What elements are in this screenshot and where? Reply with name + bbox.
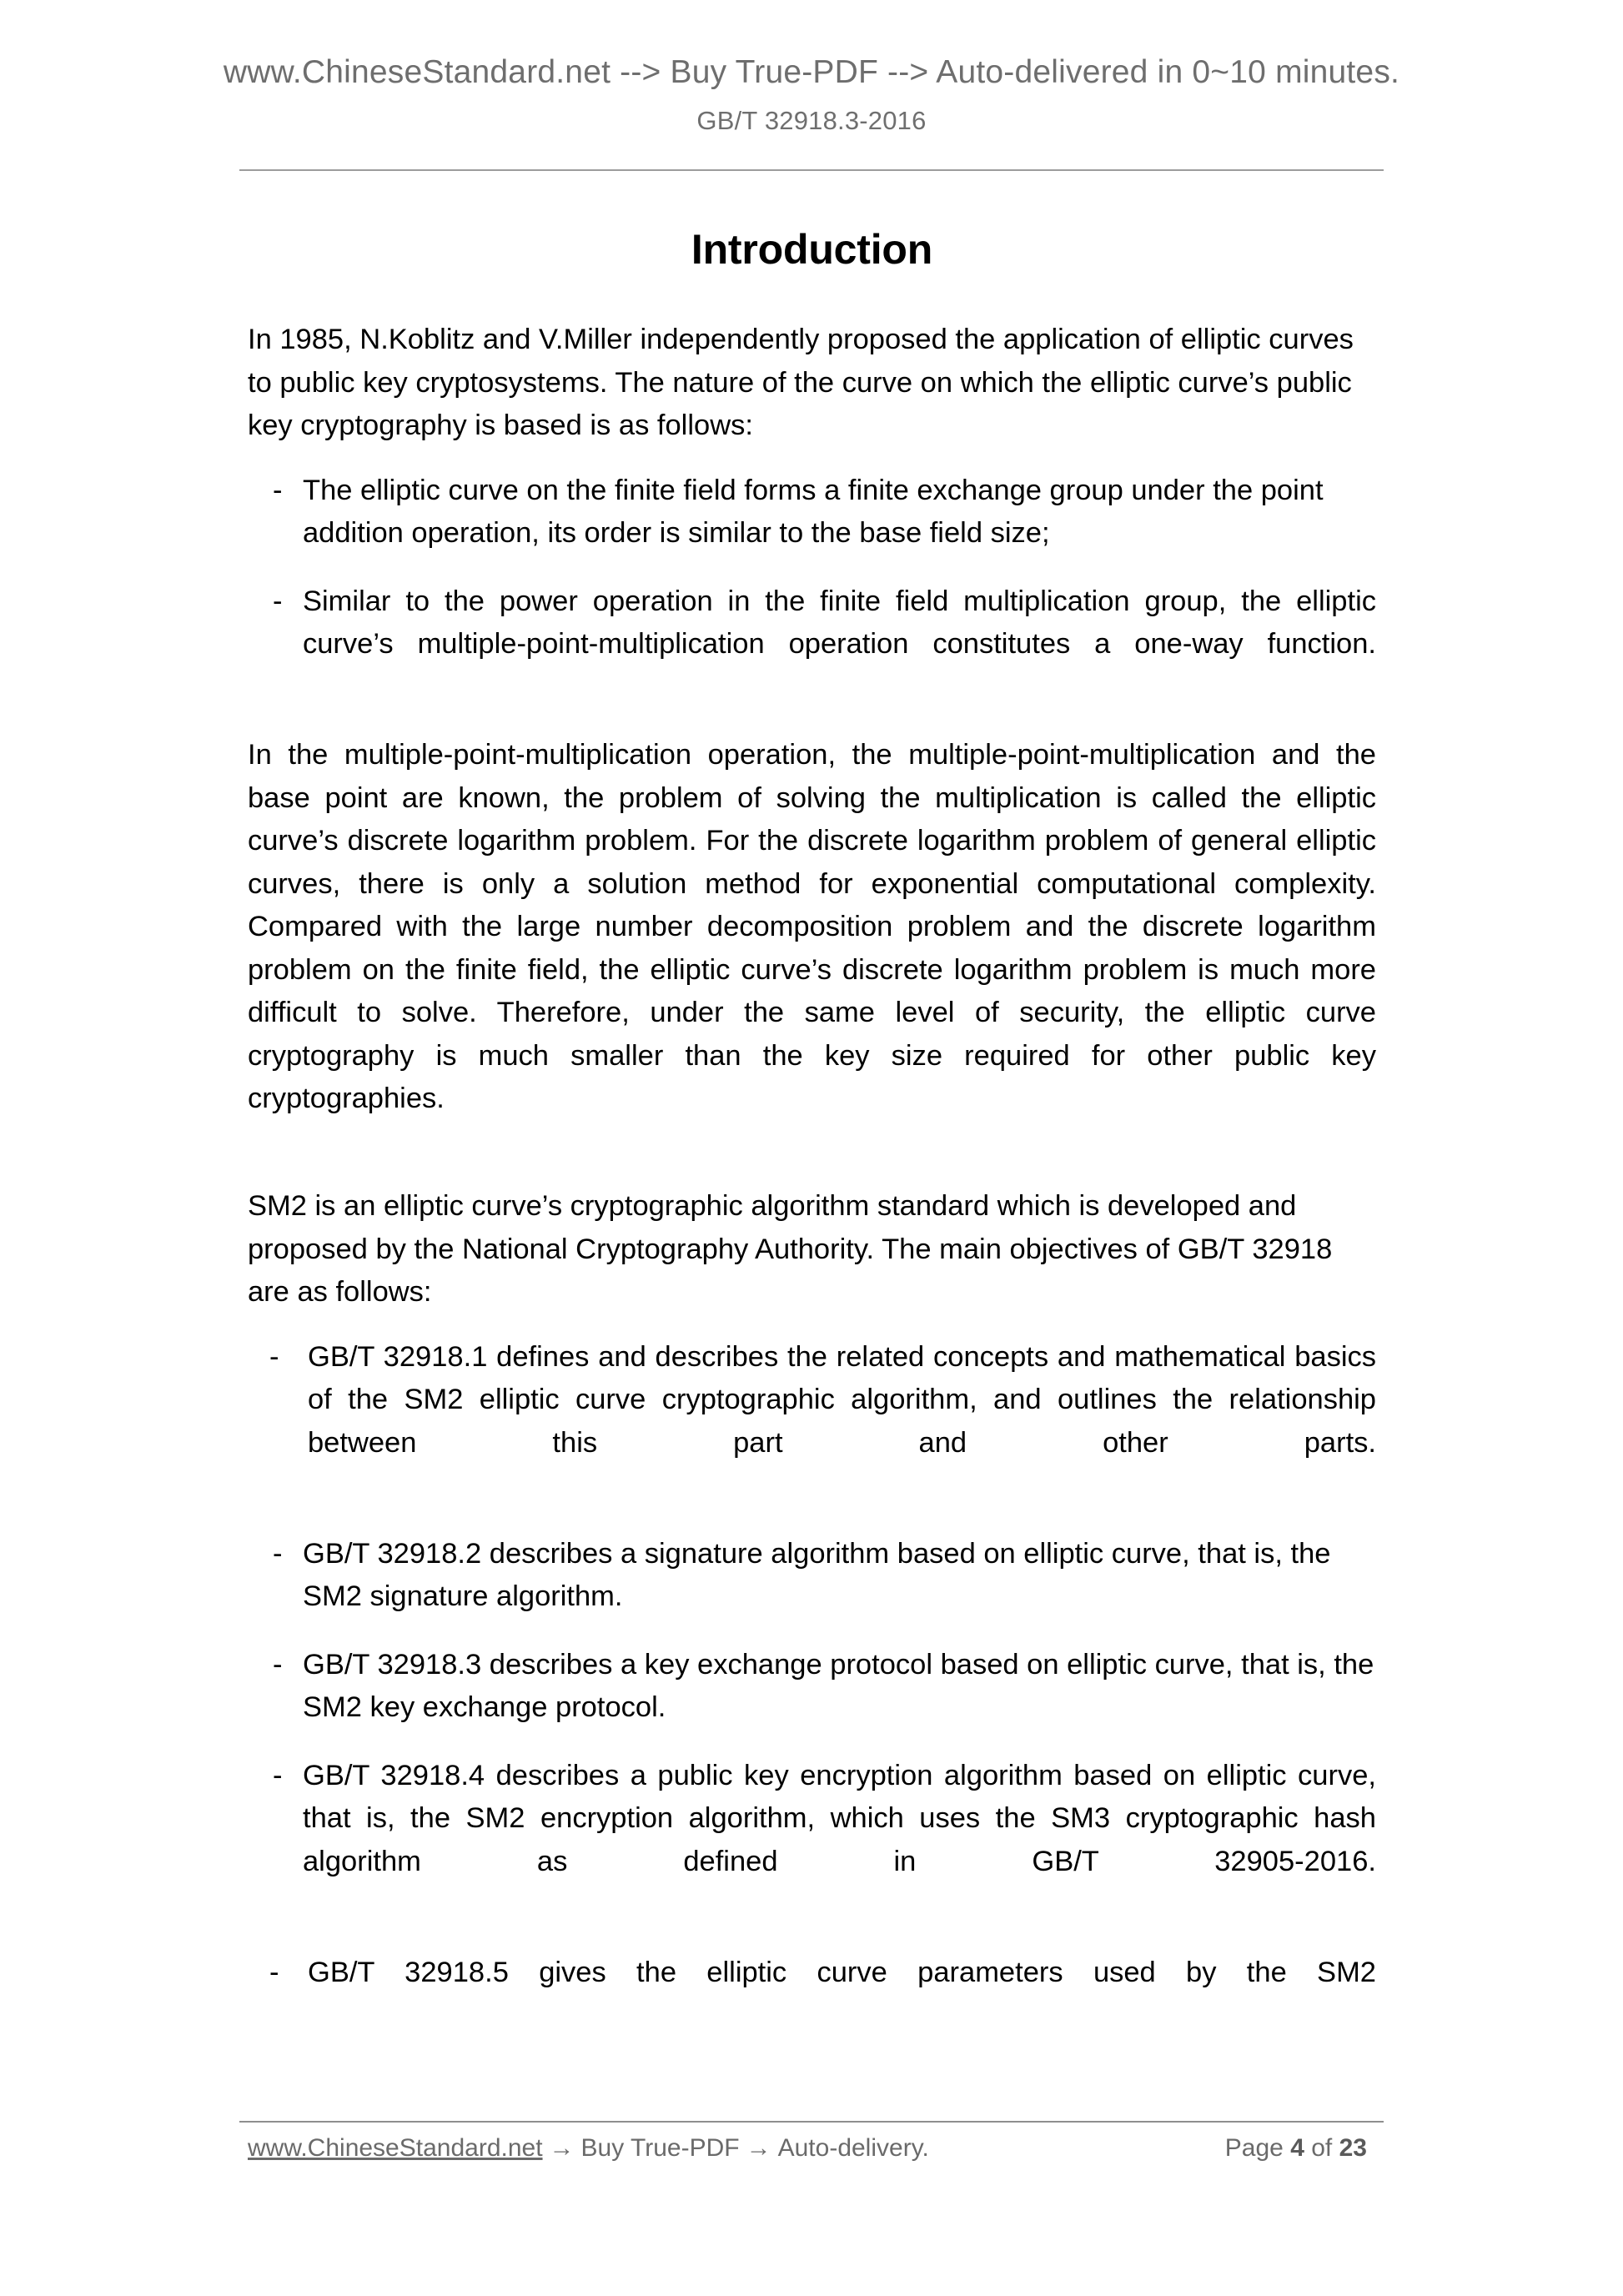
dash-bullet: - <box>269 1340 279 1373</box>
page-indicator <box>1225 2133 1367 2163</box>
list-item-text: GB/T 32918.2 describes a signature algorithm based on elliptic curve, that is, the SM2 signature algorithm. <box>303 1537 1331 1612</box>
total-pages: 23 <box>1339 2134 1367 2162</box>
paragraph-sm2-standard: SM2 is an elliptic curve’s cryptographic algorithm standard which is developed and proposed by the National Cryptography Authority. The main objectives of GB/T 32918 are as follows: <box>248 1190 1333 1308</box>
document-content <box>248 227 1376 2062</box>
header-divider <box>239 169 1384 171</box>
paragraph-intro: In 1985, N.Koblitz and V.Miller independently proposed the application of elliptic curves to public key cryptosystems. The nature of the curve on which the elliptic curve’s public key cryptography is based is as follows: <box>248 324 1354 441</box>
list-item-text: The elliptic curve on the finite field forms a finite exchange group under the point addition operation, its order is similar to the base field size; <box>303 474 1324 549</box>
dash-bullet: - <box>269 1956 279 1988</box>
page-footer <box>248 2133 1382 2163</box>
promo-banner-text: www.ChineseStandard.net --> Buy True-PDF --> Auto-delivered in 0~10 minutes. <box>223 54 1400 90</box>
list-item <box>248 580 1376 710</box>
list-item <box>248 1533 1376 1619</box>
paragraph-discrete-logarithm: In the multiple-point-multiplication operation, the multiple-point-multiplication and the base point are known, the problem of solving the multiplication is called the elliptic curve’s discrete logarithm problem. For the discrete logarithm problem of general elliptic curves, there is only a solution method for exponential computational complexity. Compared with the large number decomposition problem and the discrete logarithm problem on the finite field, the elliptic curve’s discrete logarithm problem is much more difficult to solve. Therefore, under the same level of security, the elliptic curve cryptography is much smaller than the key size required for other public key cryptographies. <box>248 739 1376 1114</box>
list-item <box>248 1336 1376 1508</box>
dash-bullet: - <box>273 474 283 506</box>
footer-site-link[interactable]: www.ChineseStandard.net <box>248 2134 543 2162</box>
footer-divider <box>239 2121 1384 2123</box>
list-item <box>248 1644 1376 1730</box>
list-item <box>248 470 1376 555</box>
list-item-text: Similar to the power operation in the finite field multiplication group, the elliptic curve’s multiple-point-multiplication operation constitutes a one-way function. <box>303 585 1376 660</box>
arrow-right-icon: → <box>746 2134 771 2162</box>
list-item <box>248 1952 1376 2037</box>
list-item-text: GB/T 32918.1 defines and describes the related concepts and mathematical basics of the SM2 elliptic curve cryptographic algorithm, and outlines the relationship between this part and other parts. <box>308 1340 1376 1459</box>
list-item-text: GB/T 32918.4 describes a public key encryption algorithm based on elliptic curve, that is, the SM2 encryption algorithm, which uses the SM3 cryptographic hash algorithm as defined in GB/T 32905-2016. <box>303 1759 1376 1877</box>
standard-number: GB/T 32918.3-2016 <box>696 105 927 135</box>
dash-bullet: - <box>273 585 283 617</box>
arrow-right-icon: → <box>549 2134 575 2162</box>
dash-bullet: - <box>273 1759 283 1791</box>
of-label: of <box>1311 2134 1333 2162</box>
list-item <box>248 1755 1376 1927</box>
page-title: Introduction <box>691 226 933 273</box>
curve-properties-list <box>248 470 1376 710</box>
footer-delivery-text: Auto-delivery. <box>777 2134 929 2162</box>
page-number: 4 <box>1290 2134 1304 2162</box>
list-item-text: GB/T 32918.3 describes a key exchange protocol based on elliptic curve, that is, the SM2 key exchange protocol. <box>303 1648 1374 1723</box>
page-header <box>0 0 1623 135</box>
page-label: Page <box>1224 2134 1284 2162</box>
footer-buy-text: Buy True-PDF <box>580 2134 740 2162</box>
gbt-parts-list <box>248 1336 1376 2037</box>
dash-bullet: - <box>273 1537 283 1570</box>
list-item-text: GB/T 32918.5 gives the elliptic curve parameters used by the SM2 <box>308 1956 1376 1988</box>
dash-bullet: - <box>273 1648 283 1681</box>
